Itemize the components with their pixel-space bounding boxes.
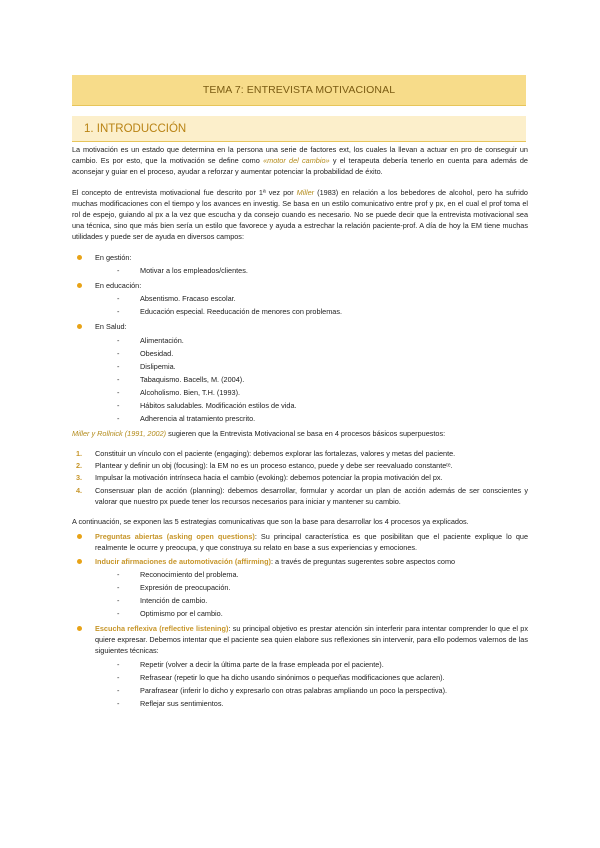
field-health: En Salud: - Alimentación. - Obesidad. - Dislipemia. - Tabaquismo. Bacells, M. (2004). - Alcoholismo. Bien, T.H. (1993). - Hábitos saludables. Modificación estilos de vida. - Adherencia al tratamiento prescrito. xyxy=(72,321,528,423)
list-item: - Parafrasear (inferir lo dicho y expresarlo con otras palabras ampliando un poco la perspectiva). xyxy=(95,685,528,696)
list-item: - Adherencia al tratamiento prescrito. xyxy=(95,413,528,424)
field-management-items xyxy=(95,265,528,276)
list-item: - Intención de cambio. xyxy=(95,595,528,606)
list-item: - Hábitos saludables. Modificación estilos de vida. xyxy=(95,400,528,411)
miller-rollnick-paragraph: Miller y Rollnick (1991, 2002) sugieren que la Entrevista Motivacional se basa en 4 procesos básicos superpuestos: xyxy=(72,428,446,438)
field-education-items xyxy=(95,293,528,317)
list-item: - Reflejar sus sentimientos. xyxy=(95,698,528,709)
field-management: En gestión: - Motivar a los empleados/clientes. xyxy=(72,252,528,276)
fields-list xyxy=(72,252,528,424)
process-item: 3. Impulsar la motivación intrínseca hacia el cambio (evoking): debemos potenciar la propia motivación del px. xyxy=(76,473,443,483)
list-item: - Alcoholismo. Bien, T.H. (1993). xyxy=(95,387,528,398)
list-item: - Reconocimiento del problema. xyxy=(95,569,528,580)
field-education: En educación: - Absentismo. Fracaso escolar. - Educación especial. Reeducación de menores con problemas. xyxy=(72,280,528,317)
document-title: TEMA 7: ENTREVISTA MOTIVACIONAL xyxy=(72,75,526,106)
list-item: - Obesidad. xyxy=(95,348,528,359)
strategy-affirming: Inducir afirmaciones de automotivación (affirming): a través de preguntas sugerentes sobre aspectos como - Reconocimiento del problema. - Expresión de preocupación. - Intención de cambio. - Optimismo por el cambio. xyxy=(72,556,528,619)
author-miller: Miller xyxy=(296,187,315,197)
list-item: - Motivar a los empleados/clientes. xyxy=(95,265,528,276)
motor-del-cambio-quote: «motor del cambio» xyxy=(263,156,330,166)
section-heading: 1. INTRODUCCIÓN xyxy=(72,116,526,142)
processes-list xyxy=(72,448,528,507)
list-item: - Educación especial. Reeducación de menores con problemas. xyxy=(95,306,528,317)
author-miller-rollnick: Miller y Rollnick (1991, 2002) xyxy=(72,428,167,438)
affirming-items xyxy=(95,569,528,619)
strategies-list xyxy=(72,531,528,709)
list-item: - Refrasear (repetir lo que ha dicho usando sinónimos o pequeñas modificaciones que aclaren). xyxy=(95,672,528,683)
list-item: - Expresión de preocupación. xyxy=(95,582,528,593)
list-item: - Absentismo. Fracaso escolar. xyxy=(95,293,528,304)
field-health-items xyxy=(95,335,528,424)
process-item: 4. Consensuar plan de acción (planning): debemos desarrollar, formular y acordar un plan de acción además de ser conscientes y valorar que nuestro px puede tener los recursos necesarios para iniciar y mantener su cambio. xyxy=(76,485,528,506)
process-item: 2. Plantear y definir un obj (focusing): la EM no es un proceso estanco, puede y debe ser reevaluado constanteᵗᵉ. xyxy=(76,461,453,471)
list-item: - Optimismo por el cambio. xyxy=(95,608,528,619)
reflective-items xyxy=(95,659,528,709)
list-item: - Dislipemia. xyxy=(95,361,528,372)
strategy-reflective-listening: Escucha reflexiva (reflective listening): su principal objetivo es prestar atención sin interferir para intentar comprender lo que el px quiere expresar. Debemos intentar que el paciente sea quien elabore sus reflexiones sin intervenir, para ello podemos valernos de las siguientes técnicas: - Repetir (volver a decir la última parte de la frase empleada por el paciente). - Refrasear (repetir lo que ha dicho usando sinónimos o pequeñas modificaciones que aclaren). - Parafrasear (inferir lo dicho y expresarlo con otras palabras ampliando un poco la perspectiva). - Reflejar sus sentimientos. xyxy=(72,623,528,709)
document-body xyxy=(72,144,528,713)
list-item: - Tabaquismo. Bacells, M. (2004). xyxy=(95,374,528,385)
list-item: - Repetir (volver a decir la última parte de la frase empleada por el paciente). xyxy=(95,659,528,670)
intro-paragraph-1: La motivación es un estado que determina en la persona una serie de factores ext, los cuales la llevan a actuar en pro de conseguir un cambio. Es por esto, que la motivación se define como «motor del cambio» y el terapeuta debería tenerlo en cuenta para además de aconsejar y guiar en el proceso, ayudar a reforzar y aumentar potenciar la probabilidad de éxito. xyxy=(72,145,528,177)
process-item: 1. Constituir un vínculo con el paciente (engaging): debemos explorar las fortalezas, valores y metas del paciente. xyxy=(76,449,456,459)
strategy-open-questions: Preguntas abiertas (asking open questions): Su principal característica es que posibilitan que el paciente explique lo que realmente le ocurre y preocupa, y que construya su relato en base a sus experiencias y emociones. xyxy=(72,531,528,553)
strategies-intro: A continuación, se exponen las 5 estrategias comunicativas que son la base para desarrollar los 4 procesos ya explicados. xyxy=(72,517,469,527)
intro-paragraph-2: El concepto de entrevista motivacional fue descrito por 1ª vez por Miller (1983) en relación a los bebedores de alcohol, pero ha sufrido muchas modificaciones con el tiempo y los avances en investig. Se basa en un estilo comunicativo entre prof y px, en el cual el prof toma el rol de espejo, guiando al px a la vez que escucha y da consejo cuando es necesario. No se puede decir que la entrevista motivacional sea una técnica, sino que más bien sería un estilo que favorece y ayuda a estrechar la relación paciente-prof. A día de hoy la EM tiene muchas utilidades y puede ser de ayuda en diversos campos: xyxy=(72,187,528,242)
list-item: - Alimentación. xyxy=(95,335,528,346)
